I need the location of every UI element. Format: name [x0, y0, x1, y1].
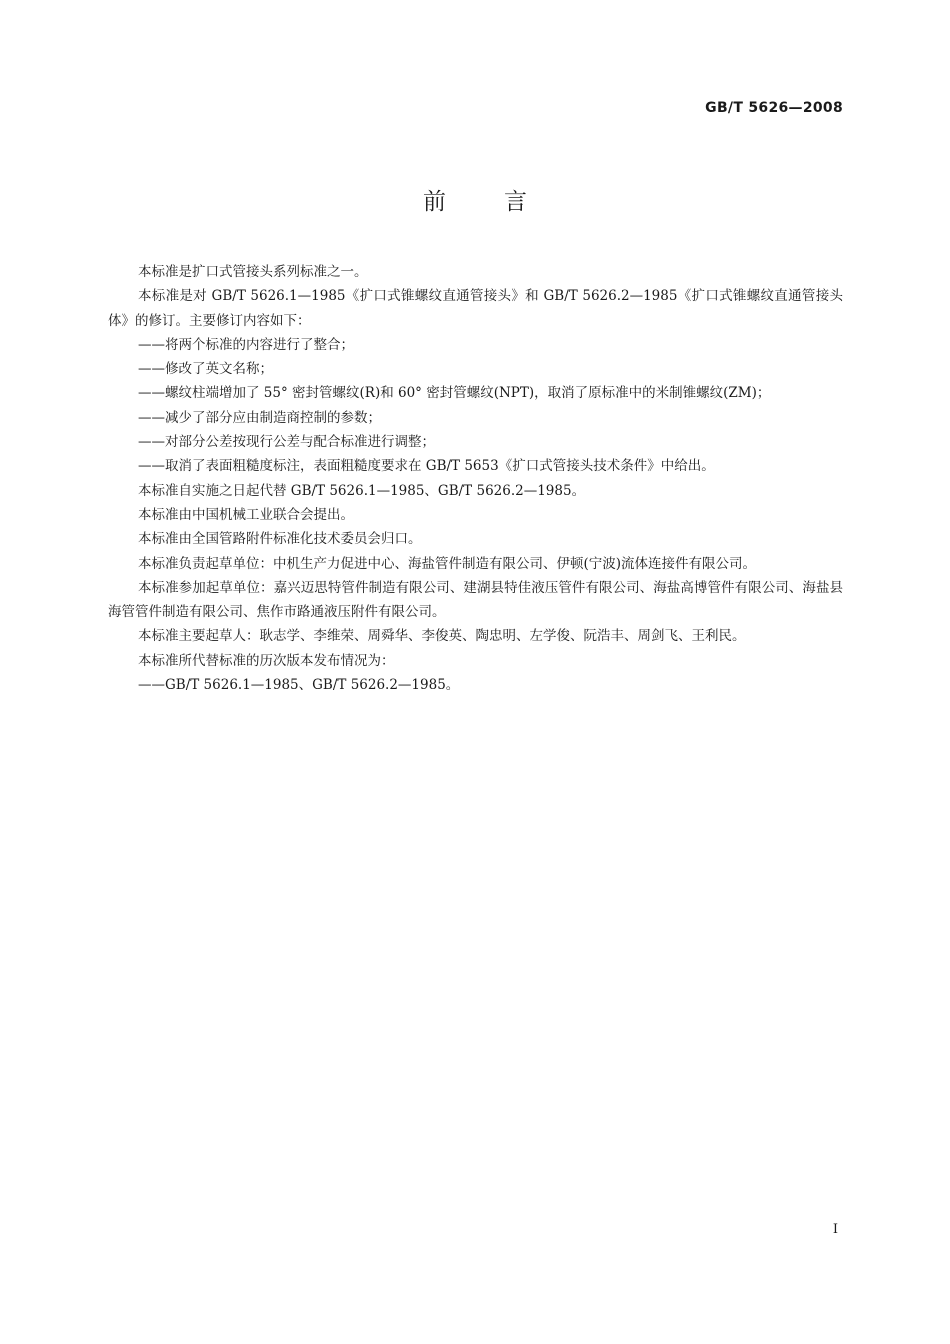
- paragraph: 本标准自实施之日起代替 GB/T 5626.1—1985、GB/T 5626.2—1985。: [138, 482, 586, 499]
- page-title: 前言: [423, 189, 585, 215]
- list-item: ——将两个标准的内容进行了整合；: [138, 336, 354, 353]
- paragraph: 本标准由中国机械工业联合会提出。: [138, 506, 354, 523]
- paragraph: 本标准主要起草人：耿志学、李维荣、周舜华、李俊英、陶忠明、左学俊、阮浩丰、周剑飞、王利民。: [138, 628, 746, 645]
- paragraph: 本标准由全国管路附件标准化技术委员会归口。: [138, 531, 422, 548]
- paragraph: 本标准负责起草单位：中机生产力促进中心、海盐管件制造有限公司、伊顿(宁波)流体连接件有限公司。: [138, 555, 757, 572]
- list-item: ——对部分公差按现行公差与配合标准进行调整；: [138, 434, 435, 451]
- paragraph: 本标准所代替标准的历次版本发布情况为：: [138, 652, 395, 669]
- standard-code: GB/T 5626—2008: [705, 100, 843, 116]
- list-item: ——修改了英文名称；: [138, 361, 273, 378]
- list-item: ——螺纹柱端增加了 55° 密封管螺纹(R)和 60° 密封管螺纹(NPT)，取消了原标准中的米制锥螺纹(ZM)；: [138, 385, 771, 402]
- paragraph: 本标准是扩口式管接头系列标准之一。: [138, 264, 368, 280]
- paragraph: 本标准参加起草单位：嘉兴迈思特管件制造有限公司、建湖县特佳液压管件有限公司、海盐高博管件有限公司、海盐县海管管件制造有限公司、焦作市路通液压附件有限公司。: [108, 579, 843, 621]
- page-number: I: [832, 1222, 838, 1237]
- list-item: ——取消了表面粗糙度标注，表面粗糙度要求在 GB/T 5653《扩口式管接头技术条件》中给出。: [138, 458, 715, 475]
- list-item: ——GB/T 5626.1—1985、GB/T 5626.2—1985。: [138, 677, 460, 694]
- list-item: ——减少了部分应由制造商控制的参数；: [138, 409, 381, 426]
- document-body: [108, 260, 843, 697]
- paragraph: 本标准是对 GB/T 5626.1—1985《扩口式锥螺纹直通管接头》和 GB/T 5626.2—1985《扩口式锥螺纹直通管接头体》的修订。主要修订内容如下：: [108, 288, 843, 329]
